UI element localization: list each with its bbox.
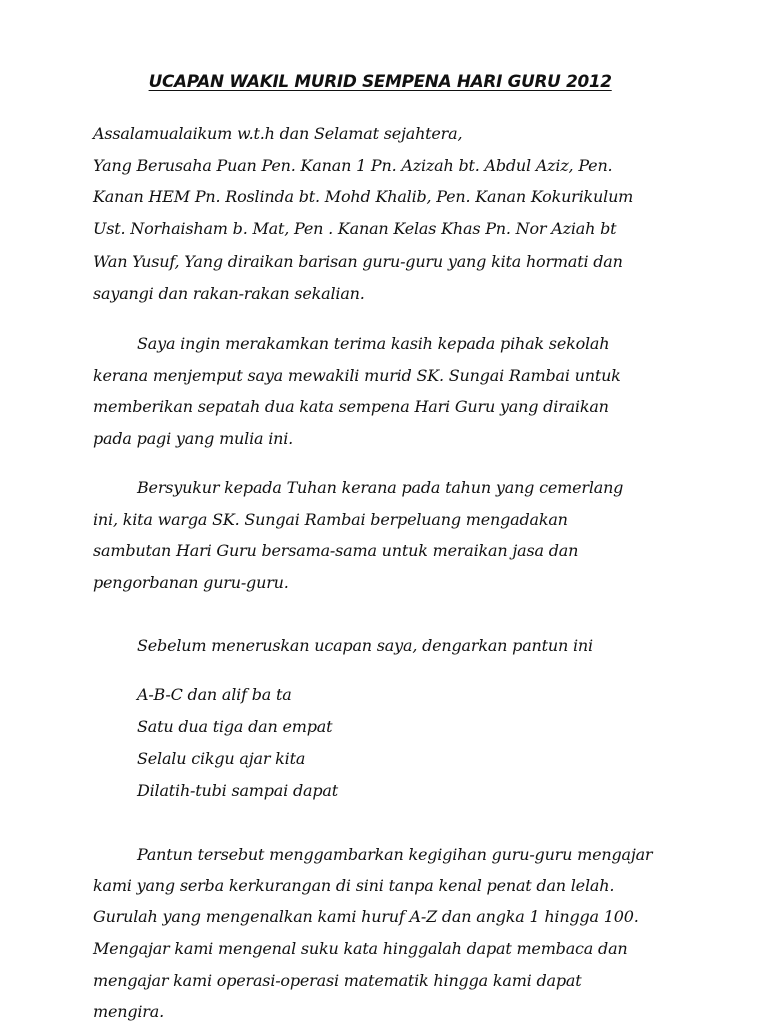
paragraph-2-line: sambutan Hari Guru bersama-sama untuk meraikan jasa dan xyxy=(93,541,579,560)
paragraph-3-line: kami yang serba kerkurangan di sini tanpa kenal penat dan lelah. xyxy=(93,876,615,895)
paragraph-1-line: kerana menjemput saya mewakili murid SK. Sungai Rambai untuk xyxy=(93,366,621,385)
pantun-intro: Sebelum meneruskan ucapan saya, dengarkan pantun ini xyxy=(137,636,593,655)
paragraph-2-line: ini, kita warga SK. Sungai Rambai berpeluang mengadakan xyxy=(93,510,568,529)
paragraph-3-line: Mengajar kami mengenal suku kata hinggalah dapat membaca dan xyxy=(93,939,628,958)
paragraph-2-line: pengorbanan guru-guru. xyxy=(93,573,289,592)
paragraph-1-line: memberikan sepatah dua kata sempena Hari Guru yang diraikan xyxy=(93,397,609,416)
paragraph-1-line: pada pagi yang mulia ini. xyxy=(93,429,294,448)
paragraph-3-line: mengajar kami operasi-operasi matematik hingga kami dapat xyxy=(93,971,582,990)
paragraph-2-line: Bersyukur kepada Tuhan kerana pada tahun yang cemerlang xyxy=(137,478,624,497)
document-title: UCAPAN WAKIL MURID SEMPENA HARI GURU 2012 xyxy=(148,72,612,92)
paragraph-1-line: Saya ingin merakamkan terima kasih kepada pihak sekolah xyxy=(137,334,610,353)
paragraph-3-line: Gurulah yang mengenalkan kami huruf A-Z dan angka 1 hingga 100. xyxy=(93,907,639,926)
greeting-line: sayangi dan rakan-rakan sekalian. xyxy=(93,284,365,303)
pantun-line: Selalu cikgu ajar kita xyxy=(137,749,306,768)
greeting-line: Kanan HEM Pn. Roslinda bt. Mohd Khalib, Pen. Kanan Kokurikulum xyxy=(93,187,634,206)
greeting-line: Assalamualaikum w.t.h dan Selamat sejahtera, xyxy=(93,124,463,143)
greeting-line: Ust. Norhaisham b. Mat, Pen . Kanan Kelas Khas Pn. Nor Aziah bt xyxy=(93,219,617,238)
greeting-line: Yang Berusaha Puan Pen. Kanan 1 Pn. Azizah bt. Abdul Aziz, Pen. xyxy=(93,156,613,175)
pantun-line: A-B-C dan alif ba ta xyxy=(137,685,292,704)
greeting-line: Wan Yusuf, Yang diraikan barisan guru-guru yang kita hormati dan xyxy=(93,252,623,271)
paragraph-3-line: mengira. xyxy=(93,1002,164,1021)
pantun-line: Dilatih-tubi sampai dapat xyxy=(137,781,338,800)
paragraph-3-line: Pantun tersebut menggambarkan kegigihan guru-guru mengajar xyxy=(137,845,653,864)
pantun-line: Satu dua tiga dan empat xyxy=(137,717,333,736)
